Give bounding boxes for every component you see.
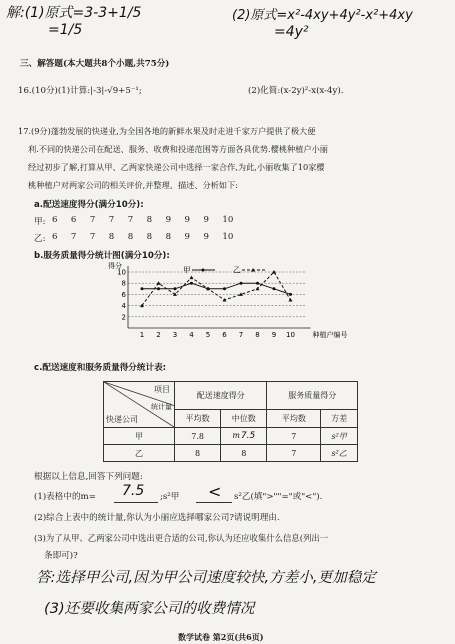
hw-answer-16-2-line1: (2)原式=x²-4xy+4y²-x²+4xy [232,8,413,23]
hw-answer-q3: (3)还要收集两家公司的收费情况 [44,600,255,617]
y-tick-label: 10 [117,268,126,277]
x-tick-label: 7 [238,331,244,339]
mean-value: 8 [175,445,221,462]
hw-q1-answer-compare: < [208,482,222,501]
yi-speed-scores: 6 7 7 8 8 8 8 9 9 10 [52,232,234,242]
mean2-value: 7 [267,428,321,445]
q1-text-c: s²乙(填">""="或"<"). [234,492,323,502]
data-point-甲 [256,282,259,285]
y-tick-label: 4 [121,302,126,311]
y-tick-label: 6 [121,290,126,299]
hw-answer-16-2-line2: =4y² [274,24,309,40]
table-row [104,428,358,445]
hw-answer-16-1-line1: 解:(1)原式=3-3+1/5 [6,5,142,21]
median-value: 8 [221,445,267,462]
x-tick-label: 8 [255,331,260,339]
mean2-value: 7 [267,445,321,462]
q16-part1: 16.(10分)(1)计算:|-3|-√9+5⁻¹; [18,86,142,96]
q17-line3: 经过初步了解,打算从甲、乙两家快递公司中选择一家合作,为此,小丽收集了10家樱 [28,162,325,172]
x-tick-label: 9 [271,331,277,339]
q3-text-line1: (3)为了从甲、乙两家公司中选出更合适的公司,你认为还应收集什么信息(列出一 [34,533,329,543]
diag-header-company: 快递公司 [106,415,138,424]
x-tick-label: 2 [156,331,161,339]
hw-answer-16-1-line2: =1/5 [48,22,83,38]
median-variable: m [232,431,240,440]
data-point-甲 [174,287,177,290]
diag-header-item: 项目 [154,385,170,394]
mean-value: 7.8 [175,428,221,445]
legend-marker-甲 [202,269,205,272]
speed-header: 配送速度得分 [175,382,267,410]
x-tick-label: 10 [286,331,295,339]
q17-c-title: c.配送速度和服务质量得分统计表: [34,363,167,373]
data-point-甲 [289,293,292,296]
jia-label: 甲: [34,217,46,227]
data-point-乙 [190,276,194,280]
q17-a-title: a.配送速度得分(满分10分): [34,200,144,210]
statistics-table [103,381,358,462]
median-header: 中位数 [221,410,267,428]
q2-text: (2)综合上表中的统计量,你认为小丽应选择哪家公司?请说明理由. [34,513,280,523]
mean2-header: 平均数 [267,410,321,428]
yi-label: 乙: [34,234,46,244]
questions-intro: 根据以上信息,回答下列问题: [34,472,143,482]
diagonal-header-cell [104,382,175,428]
q3-text-line2: 条即可)? [44,551,78,561]
data-point-甲 [273,287,276,290]
data-point-甲 [190,282,193,285]
q1-text-a: (1)表格中的m= [34,492,96,502]
variance-value: s²甲 [321,428,358,445]
q17-line1: 17.(9分)蓬勃发展的快递业,为全国各地的新鲜水果及时走进千家万户提供了极大便 [18,126,316,136]
data-point-甲 [141,287,144,290]
x-axis-label: 种植户编号 [312,331,348,339]
x-tick-label: 1 [139,331,145,339]
section-title: 三、解答题(本大题共8个小题,共75分) [20,59,170,69]
x-tick-label: 4 [189,331,194,339]
q16-part2: (2)化简:(x-2y)²-x(x-4y). [248,86,344,96]
q17-line2: 利.不同的快递公司在配送、服务、收费和投递范围等方面各具优势.樱桃种植户小丽 [28,144,328,154]
y-tick-label: 8 [121,279,126,288]
jia-speed-scores: 6 6 7 7 7 8 9 9 9 10 [52,215,234,225]
table-row [104,445,358,462]
variance-header: 方差 [321,410,358,428]
variance-value: s²乙 [321,445,358,462]
diag-header-stat: 统计量 [151,403,172,411]
series-line-甲 [142,283,291,294]
q17-b-title: b.服务质量得分统计图(满分10分): [34,251,170,261]
q1-text-b: ;s²甲 [160,492,180,502]
y-tick-label: 2 [121,313,126,322]
hw-median-answer: 7.5 [240,431,256,441]
data-point-甲 [157,287,160,290]
q17-line4: 桃种植户对两家公司的相关评价,并整理、描述、分析如下: [28,180,239,190]
service-header: 服务质量得分 [267,382,358,410]
x-tick-label: 5 [205,331,211,339]
service-quality-line-chart [0,262,455,362]
mean-header: 平均数 [175,410,221,428]
data-point-甲 [240,282,243,285]
hw-answer-q2: 答:选择甲公司,因为甲公司速度较快,方差小,更加稳定 [36,569,376,586]
x-tick-label: 3 [172,331,178,339]
y-axis-label: 得分 [108,262,122,270]
q1-blank-line-1 [114,502,158,503]
legend-label-乙: 乙 [233,265,241,275]
median-value [221,428,267,445]
page-footer: 数学试卷 第2页(共6页) [178,632,264,642]
x-tick-label: 6 [222,331,227,339]
company-name: 乙 [104,445,175,462]
hw-q1-answer-m: 7.5 [122,483,145,499]
q1-blank-line-2 [196,502,232,503]
legend-label-甲: 甲 [183,265,191,275]
data-point-乙 [256,287,260,291]
company-name: 甲 [104,428,175,445]
data-point-甲 [223,287,226,290]
